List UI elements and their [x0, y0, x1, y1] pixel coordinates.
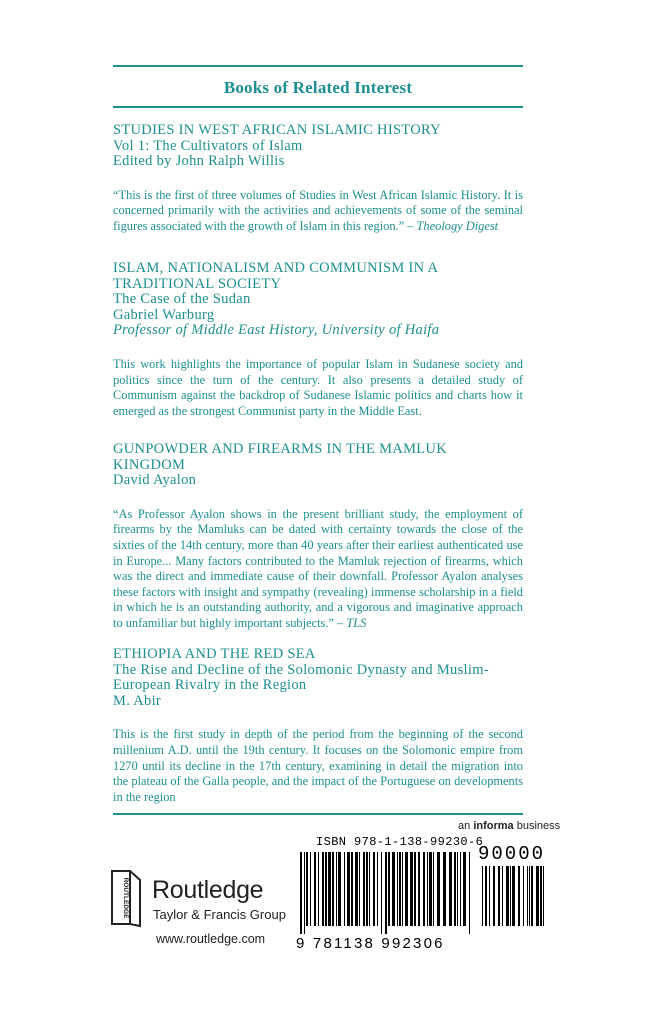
book-author: Gabriel Warburg — [113, 306, 215, 323]
addon-barcode-bar — [540, 866, 542, 926]
book-subtitle: The Rise and Decline of the Solomonic Dynasty and Muslim- — [113, 661, 489, 678]
book-description — [113, 507, 523, 632]
book-description: This is the first study in depth of the period from the beginning of the second millenium A.D. until the 19th century. It focuses on the Solomonic empire from 1270 until its decline in the 17th century, examining in detail the migration into the plateau of the Galla people, and the impact of the Portuguese on developments in the region — [113, 727, 523, 804]
barcode-bar — [469, 852, 470, 934]
addon-barcode-bar — [489, 866, 490, 926]
bottom-rule — [113, 813, 523, 815]
addon-barcode-bar — [523, 866, 524, 926]
addon-barcode-bar — [518, 866, 520, 926]
barcode-bar — [314, 852, 316, 926]
book-entry-4 — [113, 647, 523, 805]
barcode-bar — [385, 852, 387, 934]
barcode-bar — [399, 852, 401, 926]
barcode-bar — [310, 852, 311, 926]
book-entry-2 — [113, 261, 523, 419]
book-description: This work highlights the importance of popular Islam in Sudanese society and politics since the turn of the century. It also presents a detailed study of Communism against the backdrop of Sudanese Islamic politics and charts how it emerged as the strongest Communist party in the Middle East. — [113, 356, 523, 418]
barcode-bar — [429, 852, 432, 926]
addon-barcode-bar — [527, 866, 528, 926]
barcode-bar — [418, 852, 420, 926]
publisher-name: Routledge — [152, 876, 264, 904]
barcode-bar — [344, 852, 345, 926]
book-author: M. Abir — [113, 692, 162, 709]
informa-brand: informa — [473, 820, 514, 832]
book-title: ETHIOPIA AND THE RED SEA — [113, 646, 316, 662]
page-heading: Books of Related Interest — [223, 78, 413, 97]
barcode-bar — [460, 852, 461, 926]
addon-barcode-bar — [498, 866, 500, 926]
routledge-logo-icon — [108, 868, 144, 928]
barcode-bar — [392, 852, 395, 926]
barcode-bar — [405, 852, 408, 926]
barcode-bar — [410, 852, 413, 926]
addon-barcode-bar — [529, 866, 530, 926]
book-entry-1 — [113, 123, 523, 235]
barcode-bar — [304, 852, 305, 934]
barcode-bar — [423, 852, 425, 926]
barcode-bar — [454, 852, 456, 926]
barcode-bar — [359, 852, 360, 926]
book-title-continued: TRADITIONAL SOCIETY — [113, 275, 282, 292]
book-title: STUDIES IN WEST AFRICAN ISLAMIC HISTORY — [113, 122, 441, 138]
author-affiliation: Professor of Middle East History, University of Haifa — [113, 322, 440, 339]
addon-barcode-bar — [531, 866, 533, 926]
addon-barcode-bar — [506, 866, 509, 926]
barcode-bar — [336, 852, 337, 926]
book-title: ISLAM, NATIONALISM AND COMMUNISM IN A — [113, 260, 439, 276]
barcode-bar — [351, 852, 353, 926]
description-text: “This is the first of three volumes of Studies in West African Islamic History. It is concerned primarily with the activities and achievements of some of the seminal figures associated with the growth of Islam in this region.” – — [113, 187, 523, 233]
barcode-bar — [363, 852, 365, 926]
book-author: Edited by John Ralph Willis — [113, 153, 285, 170]
barcode-bar — [402, 852, 403, 926]
addon-barcode-bar — [493, 866, 495, 926]
barcode-bar — [437, 852, 440, 926]
barcode-bar — [397, 852, 398, 926]
price-code: 90000 — [478, 843, 546, 865]
barcode-bar — [318, 852, 319, 926]
barcode-digits: 9 781138 992306 — [296, 935, 445, 952]
barcode-bar — [322, 852, 324, 926]
barcode-bar — [388, 852, 390, 926]
informa-tagline: an informa business — [458, 820, 561, 832]
barcode-bar — [332, 852, 334, 926]
barcode-bar — [300, 852, 302, 934]
book-entry-3 — [113, 442, 523, 632]
book-title: GUNPOWDER AND FIREARMS IN THE MAMLUK — [113, 441, 447, 457]
description-text: “As Professor Ayalon shows in the present brilliant study, the employment of firearms by the Mamluks can be dated with certainty towards the close of the sixties of the 14th century, more than 40 years after their earliest authenticated use in Europe... Many factors contributed to the Mamluk rejection of firearms, which was the direct and immediate cause of their downfall. Professor Ayalon analyses these factors with insight and sympathy (revealing) immense scholarship in a field in which he is an outstanding authority, and a vigorous and imaginative approach to unfamiliar but highly important subjects.” – — [113, 506, 523, 630]
barcode-bar — [433, 852, 434, 926]
routledge-logo-text: ROUTLEDGE — [122, 877, 129, 919]
barcode-bar — [381, 852, 382, 934]
barcode-bar — [377, 852, 378, 926]
barcode-bar — [328, 852, 331, 926]
addon-barcode-bar — [536, 866, 539, 926]
book-subtitle: The Case of the Sudan — [113, 291, 251, 308]
barcode-bar — [414, 852, 416, 926]
book-subtitle: Vol 1: The Cultivators of Islam — [113, 137, 303, 154]
review-source: TLS — [346, 615, 367, 630]
addon-barcode-bar — [512, 866, 515, 926]
barcode-bar — [347, 852, 350, 926]
book-description — [113, 188, 523, 235]
book-title-continued: KINGDOM — [113, 456, 186, 473]
heading-rule — [113, 106, 523, 108]
barcode-bar — [325, 852, 327, 926]
barcode-bar — [373, 852, 375, 926]
isbn-label: ISBN 978-1-138-99230-6 — [316, 835, 484, 849]
addon-barcode-bar — [485, 866, 487, 926]
barcode-bar — [306, 852, 308, 926]
barcode-bar — [463, 852, 466, 926]
addon-barcode-bar — [510, 866, 511, 926]
barcode-bar — [427, 852, 428, 926]
barcode-bar — [443, 852, 446, 926]
addon-barcode-bar — [543, 866, 544, 926]
publisher-url: www.routledge.com — [156, 932, 266, 946]
review-source: Theology Digest — [416, 218, 499, 233]
barcode-bar — [366, 852, 368, 926]
publisher-group: Taylor & Francis Group — [153, 907, 286, 922]
barcode-bar — [449, 852, 452, 926]
barcode-bar — [355, 852, 358, 926]
top-rule — [113, 65, 523, 67]
barcode-bar — [338, 852, 341, 926]
book-subtitle-continued: European Rivalry in the Region — [113, 677, 307, 694]
addon-barcode-bar — [502, 866, 503, 926]
barcode-bar — [369, 852, 370, 926]
barcode-bar — [457, 852, 458, 926]
addon-barcode-bar — [482, 866, 483, 926]
book-author: David Ayalon — [113, 472, 197, 489]
